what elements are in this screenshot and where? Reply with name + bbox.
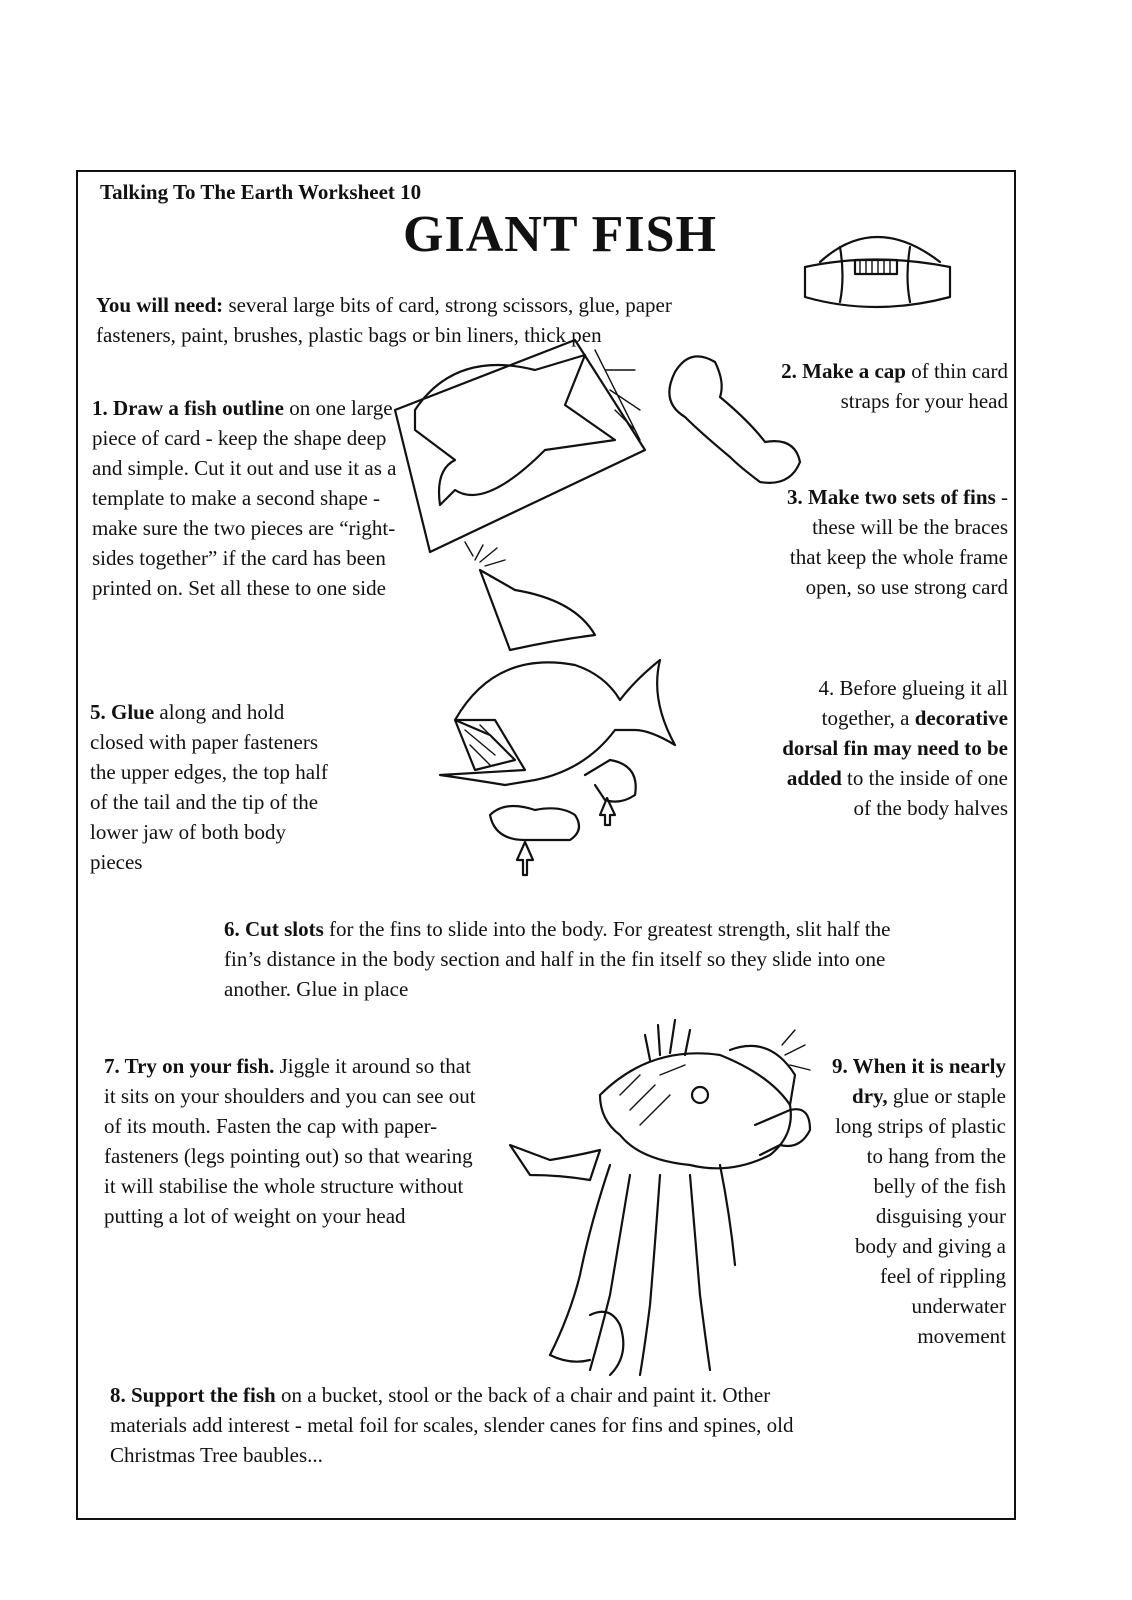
fish-costume-illustration: [490, 1015, 830, 1385]
step-6-text: for the fins to slide into the body. For greatest strength, slit half the fin’s distance in the body section and half in the fin itself so they slide into one another. Glue in place: [224, 917, 891, 1001]
materials-text: several large bits of card, strong scissors, glue, paper fasteners, paint, brushes, plastic bags or bin liners, thick pen: [96, 293, 672, 347]
step-6-heading: 6. Cut slots: [224, 917, 324, 941]
materials-label: You will need:: [96, 293, 224, 317]
step-1: [92, 393, 402, 603]
cap-illustration: [800, 222, 960, 312]
step-4: [770, 673, 1008, 823]
step-1-text: on one large piece of card - keep the shape deep and simple. Cut it out and use it as a template to make a second shape - make sure the two pieces are “right-sides together” if the card has been printed on. Set all these to one side: [92, 396, 397, 600]
step-1-heading: 1. Draw a fish outline: [92, 396, 284, 420]
step-2: [780, 356, 1008, 416]
step-5: [90, 697, 340, 877]
step-7-heading: 7. Try on your fish.: [104, 1054, 275, 1078]
page-title: GIANT FISH: [403, 206, 717, 263]
fish-template-illustration: [395, 330, 655, 560]
step-8-heading: 8. Support the fish: [110, 1383, 276, 1407]
step-3-heading: 3. Make two sets of fins: [786, 485, 996, 509]
step-5-text: along and hold closed with paper fasteners the upper edges, the top half of the tail and the tip of the lower jaw of both body pieces: [90, 700, 328, 874]
worksheet-header: Talking To The Earth Worksheet 10: [100, 180, 422, 204]
fin-illustration: [660, 352, 810, 492]
step-6: [224, 914, 914, 1004]
step-9-heading: 9. When it is nearly dry,: [831, 1054, 1006, 1108]
step-8: [110, 1380, 810, 1470]
step-4-heading: decorative dorsal fin may need to be added: [782, 706, 1008, 790]
step-4-intro: 4. Before glueing it all together, a: [818, 676, 1008, 730]
step-2-text: of thin card straps for your head: [840, 359, 1008, 413]
step-7: [104, 1051, 484, 1231]
step-5-heading: 5. Glue: [90, 700, 155, 724]
step-8-text: on a bucket, stool or the back of a chair and paint it. Other materials add interest - metal foil for scales, slender canes for fins and spines, old Christmas Tree baubles...: [110, 1383, 794, 1467]
assembled-fish-illustration: [435, 530, 695, 880]
step-3-text: - these will be the braces that keep the whole frame open, so use strong card: [789, 485, 1008, 599]
step-4-text: to the inside of one of the body halves: [841, 766, 1008, 820]
step-3: [778, 482, 1008, 602]
step-2-heading: 2. Make a cap: [781, 359, 906, 383]
step-9-text: glue or staple long strips of plastic to hang from the belly of the fish disguising your body and giving a feel of rippling underwater movement: [835, 1084, 1006, 1348]
step-9: [830, 1051, 1006, 1351]
step-7-text: Jiggle it around so that it sits on your shoulders and you can see out of its mouth. Fasten the cap with paper-fasteners (legs pointing out) so that wearing it will stabilise the whole structure without putting a lot of weight on your head: [104, 1054, 476, 1228]
